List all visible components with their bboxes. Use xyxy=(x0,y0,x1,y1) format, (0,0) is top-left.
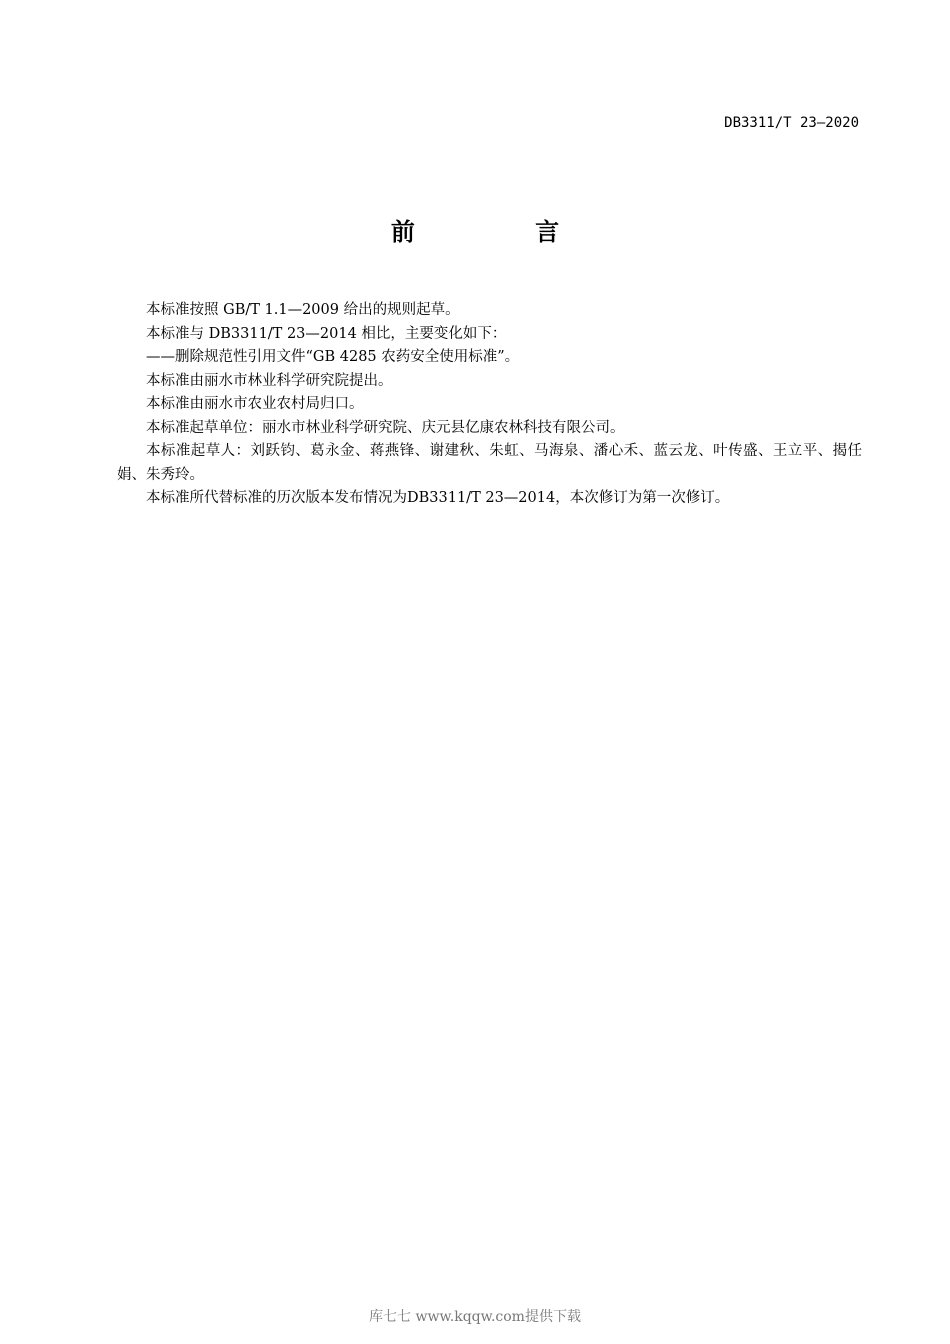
paragraph-administered-by: 本标准由丽水市农业农村局归口。 xyxy=(146,396,364,412)
paragraph-changes-intro: 本标准与 DB3311/T 23—2014 相比，主要变化如下： xyxy=(146,325,507,342)
footer-watermark: 库七七 www.kqqw.com提供下载 xyxy=(369,1309,581,1325)
paragraph-version-history: 本标准所代替标准的历次版本发布情况为DB3311/T 23—2014，本次修订为第一次修订。 xyxy=(146,490,730,506)
paragraph-drafters: 本标准起草人：刘跃钧、葛永金、蒋燕锋、谢建秋、朱虹、马海泉、潘心禾、蓝云龙、叶传盛、王立平、揭任娟、朱秀玲。 xyxy=(117,443,862,483)
paragraph-drafting-rules: 本标准按照 GB/T 1.1—2009 给出的规则起草。 xyxy=(146,302,460,318)
document-code: DB3311/T 23—2020 xyxy=(724,115,859,131)
page-title: 前 言 xyxy=(390,218,616,246)
foreword-body xyxy=(117,299,862,511)
paragraph-proposed-by: 本标准由丽水市林业科学研究院提出。 xyxy=(146,372,393,389)
paragraph-change-item: ——删除规范性引用文件“GB 4285 农药安全使用标准”。 xyxy=(146,349,520,365)
paragraph-drafting-units: 本标准起草单位：丽水市林业科学研究院、庆元县亿康农林科技有限公司。 xyxy=(146,419,625,436)
